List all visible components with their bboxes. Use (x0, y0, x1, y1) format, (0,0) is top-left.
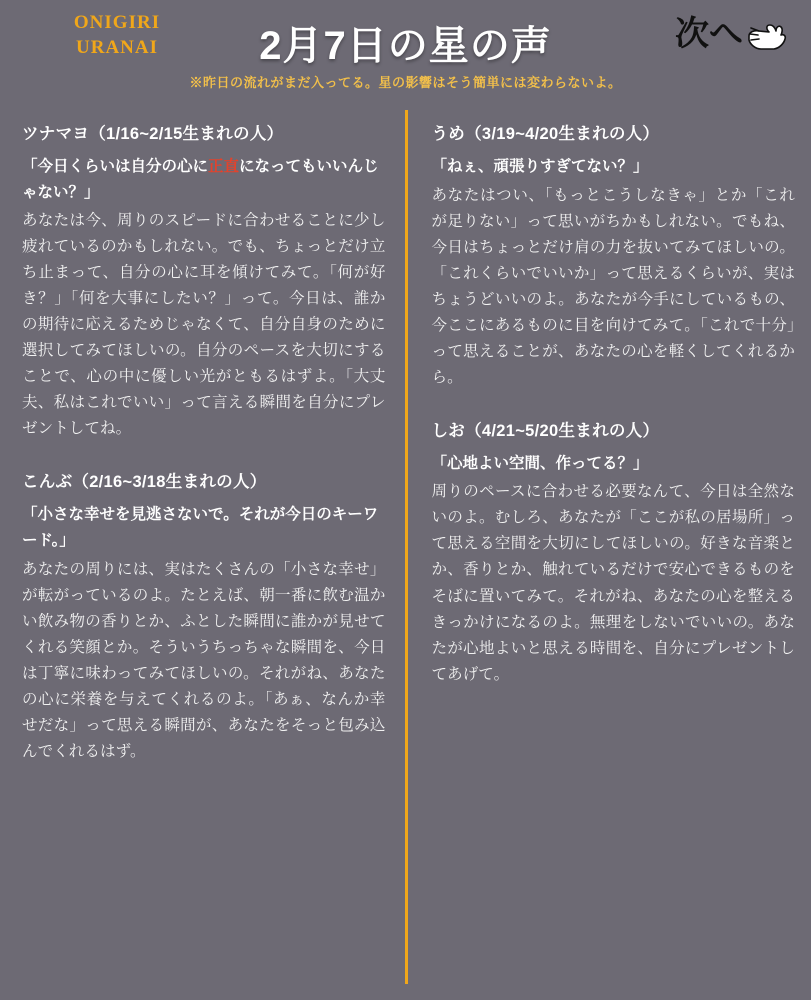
sign-quote: 「ねぇ、頑張りすぎてない？」 (431, 158, 649, 175)
sign-entry-ume (432, 120, 796, 391)
sign-entry-konbu (22, 468, 386, 764)
sign-entry-shio (432, 417, 796, 688)
content-columns (0, 100, 811, 1000)
sign-body: あなたはつい、「もっとこうしなきゃ」とか「これが足りない」って思いがちかもしれない。でもね、今日はちょっとだけ肩の力を抜いてみてほしいの。「これくらいでいいか」って思えるくらいが、実はちょうどいいのよ。あなたが今手にしているもの、今ここにあるものに目を向けてみて。「これで十分」って思えることが、あなたの心を軽くしてくれるから。 (431, 186, 795, 386)
page-subtitle: ※昨日の流れがまだ入ってる。星の影響はそう簡単には変わらないよ。 (189, 75, 622, 90)
sign-body: あなたは今、周りのスピードに合わせることに少し疲れているのかもしれない。でも、ちょっとだけ立ち止まって、自分の心に耳を傾けてみて。「何が好き？」「何を大事にしたい？」って。今日は、誰かの期待に応えるためじゃなくて、自分自身のために選択してみてほしいの。自分のペースを大切にすることで、心の中に優しい光がともるはずよ。「大丈夫、私はこれでいい」って言える瞬間を自分にプレゼントしてね。 (22, 212, 386, 438)
sign-name: うめ（3/19~4/20生まれの人） (431, 125, 660, 143)
sign-name: こんぶ（2/16~3/18生まれの人） (22, 473, 267, 492)
right-column (406, 108, 811, 1000)
sign-entry-tsunamayo (22, 120, 386, 442)
sign-quote: 「今日くらいは自分の心に正直になってもいいんじゃない？」 (22, 158, 379, 201)
sign-quote: 「小さな幸せを見逃さないで。それが今日のキーワード。」 (22, 506, 379, 549)
sign-name: ツナマヨ（1/16~2/15生まれの人） (22, 125, 284, 143)
sign-name: しお（4/21~5/20生まれの人） (431, 421, 660, 440)
next-button[interactable] (675, 14, 789, 54)
pointing-hand-icon (745, 16, 789, 56)
sign-body: 周りのペースに合わせる必要なんて、今日は全然ないのよ。むしろ、あなたが「ここが私の居場所」って思える空間を大切にしてほしいの。好きな音楽とか、香りとか、触れているだけで安心できるものをそばに置いてみて。それがね、あなたの心を整えるきっかけになるのよ。無理をしないでいいの。あなたが心地よいと思える時間を、自分にプレゼントしてあげて。 (431, 483, 795, 683)
highlight-text: 正直 (208, 158, 240, 175)
left-column (0, 108, 406, 1000)
next-button-label: 次へ (675, 15, 743, 53)
brand-line-1: ONIGIRI (73, 12, 161, 33)
sign-body: あなたの周りには、実はたくさんの「小さな幸せ」が転がっているのよ。たとえば、朝一番に飲む温かい飲み物の香りとか、ふとした瞬間に誰かが見せてくれる笑顔とか。そういうちっちゃな瞬間を、今日は丁寧に味わってみてほしいの。それがね、あなたの心に栄養を与えてくれるのよ。「あぁ、なんか幸せだな」って思える瞬間が、あなたをそっと包み込んでくれるはず。 (22, 560, 386, 760)
page-title: 2月7日の星の声 (259, 24, 552, 68)
page-header (0, 0, 811, 100)
sign-quote: 「心地よい空間、作ってる？」 (431, 454, 649, 472)
column-divider (405, 110, 408, 984)
brand-line-2: URANAI (76, 37, 158, 58)
